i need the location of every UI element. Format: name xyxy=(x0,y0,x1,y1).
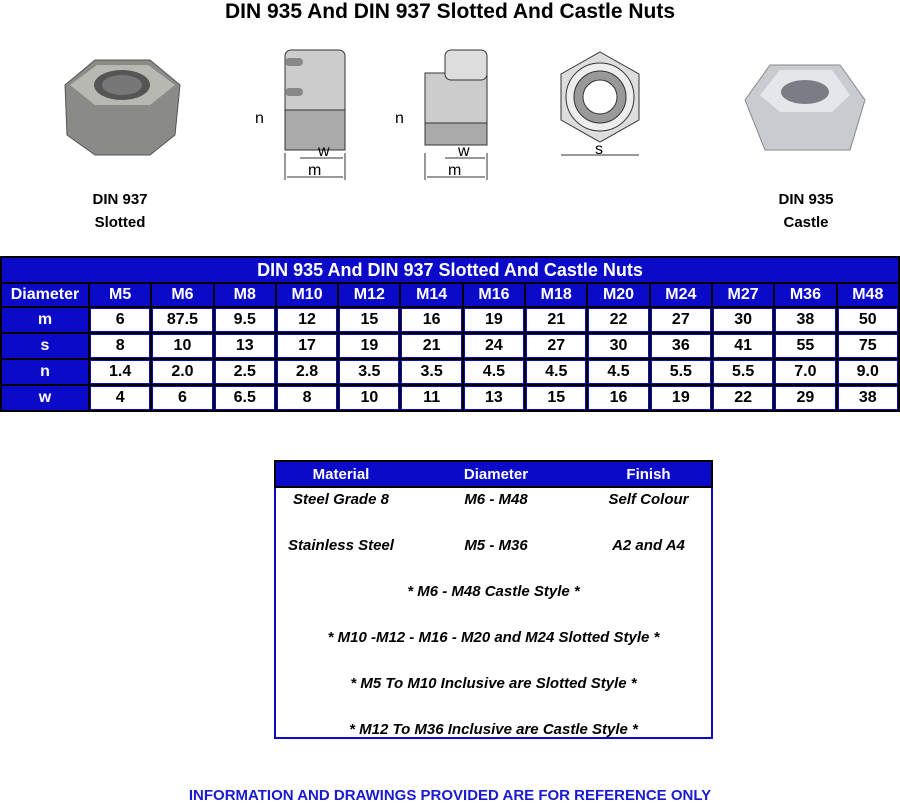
note: * M6 - M48 Castle Style * xyxy=(407,583,580,600)
row-header: n xyxy=(2,360,88,384)
label-w: w xyxy=(318,143,330,160)
table-cell: 19 xyxy=(651,386,711,410)
table-cell: 16 xyxy=(588,386,648,410)
table-cell: 2.5 xyxy=(215,360,275,384)
table-cell: 15 xyxy=(526,386,586,410)
table-cell: 4 xyxy=(90,386,150,410)
table-cell: 30 xyxy=(713,308,773,332)
column-header: M18 xyxy=(526,284,586,306)
table-cell: 21 xyxy=(401,334,461,358)
table-cell: 22 xyxy=(588,308,648,332)
table-cell: 5.5 xyxy=(651,360,711,384)
table-cell: 24 xyxy=(464,334,524,358)
caption-standard: DIN 937 xyxy=(92,191,148,208)
table-cell: 2.8 xyxy=(277,360,337,384)
table-cell: 27 xyxy=(526,334,586,358)
caption-din935 xyxy=(756,188,856,234)
note: * M12 To M36 Inclusive are Castle Style * xyxy=(349,721,638,738)
table-cell: 27 xyxy=(651,308,711,332)
table-cell: 19 xyxy=(339,334,399,358)
disclaimer: INFORMATION AND DRAWINGS PROVIDED ARE FOR REFERENCE ONLY xyxy=(188,787,712,804)
caption-type: Castle xyxy=(783,214,829,231)
row-header: m xyxy=(2,308,88,332)
table-title: DIN 935 And DIN 937 Slotted And Castle Nuts xyxy=(2,258,898,282)
table-cell: 38 xyxy=(838,386,898,410)
table-cell: 55 xyxy=(775,334,835,358)
table-cell: 3.5 xyxy=(401,360,461,384)
table-cell: 3.5 xyxy=(339,360,399,384)
material-cell: Stainless Steel xyxy=(288,537,394,554)
diameter-cell: M5 - M36 xyxy=(464,537,528,554)
table-cell: 36 xyxy=(651,334,711,358)
table-header-row xyxy=(2,284,898,306)
table-cell: 8 xyxy=(90,334,150,358)
column-header: M24 xyxy=(651,284,711,306)
table-cell: 50 xyxy=(838,308,898,332)
table-cell: 4.5 xyxy=(588,360,648,384)
material-row xyxy=(276,488,711,534)
table-cell: 30 xyxy=(588,334,648,358)
label-w: w xyxy=(458,143,470,160)
table-cell: 15 xyxy=(339,308,399,332)
materials-header xyxy=(274,460,713,488)
castle-nut-photo xyxy=(740,50,870,165)
row-header: s xyxy=(2,334,88,358)
column-header: M48 xyxy=(838,284,898,306)
column-header: M6 xyxy=(152,284,212,306)
table-cell: 4.5 xyxy=(464,360,524,384)
label-n: n xyxy=(395,110,404,127)
header-diameter: Diameter xyxy=(463,465,529,483)
table-cell: 10 xyxy=(339,386,399,410)
column-header: M36 xyxy=(775,284,835,306)
note: * M10 -M12 - M16 - M20 and M24 Slotted Style * xyxy=(327,629,660,646)
label-m: m xyxy=(308,162,322,179)
table-cell: 6 xyxy=(152,386,212,410)
row-header-label: Diameter xyxy=(2,284,88,306)
column-header: M12 xyxy=(339,284,399,306)
column-header: M20 xyxy=(588,284,648,306)
table-cell: 41 xyxy=(713,334,773,358)
material-cell: Steel Grade 8 xyxy=(293,491,389,508)
column-header: M14 xyxy=(401,284,461,306)
table-cell: 12 xyxy=(277,308,337,332)
diameter-cell: M6 - M48 xyxy=(464,491,528,508)
column-header: M27 xyxy=(713,284,773,306)
table-row xyxy=(2,360,898,384)
table-row xyxy=(2,334,898,358)
header-material: Material xyxy=(312,465,370,483)
table-cell: 9.0 xyxy=(838,360,898,384)
table-cell: 9.5 xyxy=(215,308,275,332)
materials-table xyxy=(274,460,713,739)
label-n: n xyxy=(255,110,264,127)
table-cell: 75 xyxy=(838,334,898,358)
column-header: M8 xyxy=(215,284,275,306)
row-header: w xyxy=(2,386,88,410)
nut-top-view-drawing xyxy=(555,50,645,165)
table-cell: 5.5 xyxy=(713,360,773,384)
dimensions-table xyxy=(0,256,900,412)
table-cell: 10 xyxy=(152,334,212,358)
table-cell: 17 xyxy=(277,334,337,358)
column-header: M5 xyxy=(90,284,150,306)
caption-type: Slotted xyxy=(94,214,146,231)
table-cell: 6.5 xyxy=(215,386,275,410)
table-cell: 7.0 xyxy=(775,360,835,384)
finish-cell: Self Colour xyxy=(608,491,689,508)
note: * M5 To M10 Inclusive are Slotted Style * xyxy=(350,675,637,692)
table-cell: 19 xyxy=(464,308,524,332)
page-title: DIN 935 And DIN 937 Slotted And Castle Nuts xyxy=(224,0,676,23)
label-m: m xyxy=(448,162,462,179)
slotted-nut-drawing xyxy=(250,48,350,183)
table-cell: 87.5 xyxy=(152,308,212,332)
caption-standard: DIN 935 xyxy=(778,191,834,208)
material-row xyxy=(276,534,711,580)
table-cell: 16 xyxy=(401,308,461,332)
table-cell: 13 xyxy=(215,334,275,358)
table-cell: 4.5 xyxy=(526,360,586,384)
column-header: M16 xyxy=(464,284,524,306)
castle-nut-drawing xyxy=(390,48,490,183)
table-cell: 1.4 xyxy=(90,360,150,384)
caption-din937 xyxy=(70,188,170,234)
table-cell: 29 xyxy=(775,386,835,410)
table-cell: 2.0 xyxy=(152,360,212,384)
slotted-nut-photo xyxy=(55,45,190,165)
table-cell: 22 xyxy=(713,386,773,410)
label-s: s xyxy=(595,141,603,158)
table-cell: 13 xyxy=(464,386,524,410)
header-finish: Finish xyxy=(626,465,671,483)
table-row xyxy=(2,308,898,332)
table-row xyxy=(2,386,898,410)
table-cell: 11 xyxy=(401,386,461,410)
column-header: M10 xyxy=(277,284,337,306)
table-cell: 6 xyxy=(90,308,150,332)
table-cell: 21 xyxy=(526,308,586,332)
table-cell: 8 xyxy=(277,386,337,410)
table-cell: 38 xyxy=(775,308,835,332)
finish-cell: A2 and A4 xyxy=(612,537,685,554)
